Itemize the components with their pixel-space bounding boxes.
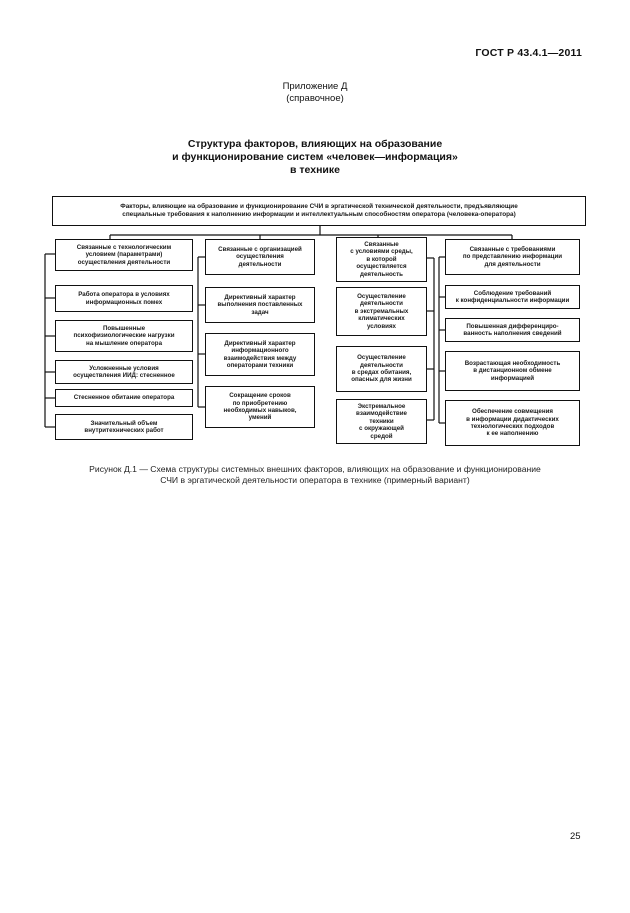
col1-item-box: Значительный объем внутритехнических работ bbox=[55, 414, 193, 440]
page-number: 25 bbox=[570, 831, 581, 842]
col3-header-box: Связанные с условиями среды, в которой осуществляется деятельность bbox=[336, 237, 427, 282]
col3-item-box: Осуществление деятельности в экстремальных климатических условиях bbox=[336, 287, 427, 336]
col4-item-box: Обеспечение совмещения в информации дидактических технологических подходов к ее наполнению bbox=[445, 400, 580, 446]
figure-caption-line-2: СЧИ в эргатической деятельности оператора в технике (примерный вариант) bbox=[160, 475, 470, 485]
col1-item-box: Работа оператора в условиях информационных помех bbox=[55, 285, 193, 312]
appendix-note: (справочное) bbox=[286, 93, 344, 104]
col2-item-box: Директивный характер информационного взаимодействия между операторами техники bbox=[205, 333, 315, 376]
col2-header-box: Связанные с организацией осуществления деятельности bbox=[205, 239, 315, 275]
col1-item-box: Усложненные условия осуществления ИИД: стесненное bbox=[55, 360, 193, 384]
standard-header: ГОСТ Р 43.4.1—2011 bbox=[475, 47, 582, 59]
figure-caption-line-1: Рисунок Д.1 — Схема структуры системных внешних факторов, влияющих на образование и функционирование bbox=[89, 464, 541, 474]
top-factors-box: Факторы, влияющие на образование и функционирование СЧИ в эргатической технической деятельности, предъявляющие специальные требования к наполнению информации и интеллектуальным способностям оператора (человека-оператора) bbox=[52, 196, 586, 226]
figure-title-line-1: Структура факторов, влияющих на образование bbox=[187, 138, 443, 150]
col2-item-box: Сокращение сроков по приобретению необходимых навыков, умений bbox=[205, 386, 315, 428]
col4-item-box: Повышенная дифференциро- ванность наполнения сведений bbox=[445, 318, 580, 342]
col4-header-box: Связанные с требованиями по представлению информации для деятельности bbox=[445, 239, 580, 275]
figure-caption bbox=[30, 464, 600, 486]
col1-item-box: Стесненное обитание оператора bbox=[55, 389, 193, 407]
appendix-title: Приложение Д bbox=[282, 81, 348, 92]
figure-title-line-3: в технике bbox=[290, 164, 340, 176]
col1-item-box: Повышенные психофизиологические нагрузки на мышление оператора bbox=[55, 320, 193, 352]
col4-item-box: Возрастающая необходимость в дистанционном обмене информацией bbox=[445, 351, 580, 391]
figure-title-line-2: и функционирование систем «человек—информация» bbox=[172, 151, 458, 163]
col2-item-box: Директивный характер выполнения поставленных задач bbox=[205, 287, 315, 323]
col4-item-box: Соблюдение требований к конфиденциальности информации bbox=[445, 285, 580, 309]
col3-item-box: Экстремальное взаимодействие техники с окружающей средой bbox=[336, 399, 427, 444]
col1-header-box: Связанные с технологическим условием (параметрами) осуществления деятельности bbox=[55, 239, 193, 271]
col3-item-box: Осуществление деятельности в средах обитания, опасных для жизни bbox=[336, 346, 427, 392]
